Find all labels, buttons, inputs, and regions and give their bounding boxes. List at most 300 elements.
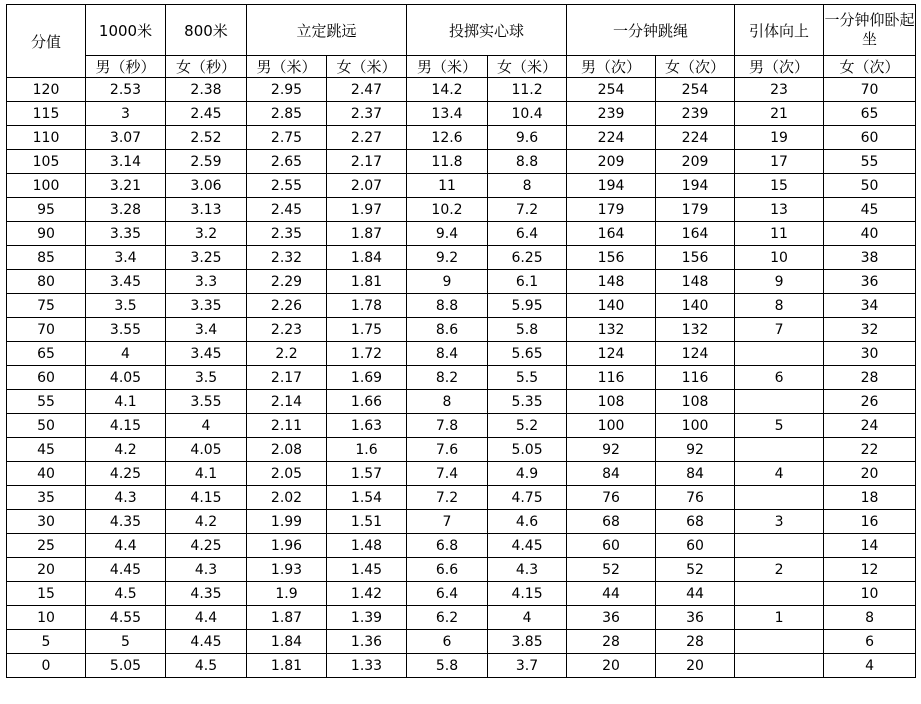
cell-1000m-male: 3.5 [86, 294, 166, 318]
table-row [7, 630, 916, 654]
cell-sit-ups-female: 50 [824, 174, 916, 198]
cell-score: 10 [7, 606, 86, 630]
cell-long-jump-female: 1.33 [327, 654, 407, 678]
cell-800m-female: 4.4 [166, 606, 247, 630]
cell-long-jump-female: 1.84 [327, 246, 407, 270]
cell-long-jump-male: 1.84 [247, 630, 327, 654]
cell-sit-ups-female: 36 [824, 270, 916, 294]
cell-long-jump-male: 2.85 [247, 102, 327, 126]
cell-pull-ups-male: 5 [735, 414, 824, 438]
cell-rope-skip-male: 116 [567, 366, 656, 390]
cell-long-jump-female: 1.63 [327, 414, 407, 438]
cell-800m-female: 2.52 [166, 126, 247, 150]
cell-800m-female: 3.13 [166, 198, 247, 222]
cell-800m-female: 3.35 [166, 294, 247, 318]
cell-ball-throw-female: 6.25 [488, 246, 567, 270]
table-header [7, 5, 916, 78]
cell-rope-skip-male: 179 [567, 198, 656, 222]
cell-rope-skip-female: 92 [656, 438, 735, 462]
cell-sit-ups-female: 38 [824, 246, 916, 270]
cell-long-jump-male: 1.99 [247, 510, 327, 534]
cell-ball-throw-male: 8 [407, 390, 488, 414]
cell-long-jump-female: 2.47 [327, 78, 407, 102]
cell-pull-ups-male [735, 438, 824, 462]
cell-800m-female: 4.45 [166, 630, 247, 654]
cell-1000m-male: 3 [86, 102, 166, 126]
cell-1000m-male: 5.05 [86, 654, 166, 678]
cell-score: 60 [7, 366, 86, 390]
cell-pull-ups-male [735, 654, 824, 678]
cell-ball-throw-female: 4.3 [488, 558, 567, 582]
table-row [7, 150, 916, 174]
cell-long-jump-male: 2.65 [247, 150, 327, 174]
cell-1000m-male: 4.5 [86, 582, 166, 606]
cell-800m-female: 4.2 [166, 510, 247, 534]
cell-800m-female: 3.55 [166, 390, 247, 414]
cell-sit-ups-female: 55 [824, 150, 916, 174]
cell-ball-throw-male: 7.6 [407, 438, 488, 462]
table-row [7, 222, 916, 246]
cell-sit-ups-female: 45 [824, 198, 916, 222]
cell-long-jump-male: 2.2 [247, 342, 327, 366]
table-row [7, 558, 916, 582]
table-row [7, 366, 916, 390]
subheader-sit-ups-female: 女（次） [824, 56, 916, 78]
cell-rope-skip-female: 156 [656, 246, 735, 270]
cell-pull-ups-male [735, 342, 824, 366]
cell-score: 40 [7, 462, 86, 486]
score-table [6, 4, 916, 678]
cell-rope-skip-female: 140 [656, 294, 735, 318]
cell-pull-ups-male: 15 [735, 174, 824, 198]
cell-1000m-male: 4.25 [86, 462, 166, 486]
subheader-1000m-male: 男（秒） [86, 56, 166, 78]
cell-sit-ups-female: 4 [824, 654, 916, 678]
cell-ball-throw-male: 13.4 [407, 102, 488, 126]
cell-ball-throw-female: 4.6 [488, 510, 567, 534]
cell-rope-skip-male: 68 [567, 510, 656, 534]
cell-long-jump-male: 2.14 [247, 390, 327, 414]
cell-long-jump-female: 2.27 [327, 126, 407, 150]
cell-ball-throw-male: 10.2 [407, 198, 488, 222]
cell-rope-skip-female: 132 [656, 318, 735, 342]
cell-rope-skip-male: 194 [567, 174, 656, 198]
cell-score: 30 [7, 510, 86, 534]
cell-rope-skip-male: 108 [567, 390, 656, 414]
cell-rope-skip-female: 44 [656, 582, 735, 606]
cell-ball-throw-female: 11.2 [488, 78, 567, 102]
cell-1000m-male: 4.05 [86, 366, 166, 390]
cell-rope-skip-female: 224 [656, 126, 735, 150]
subheader-ball-throw-female: 女（米） [488, 56, 567, 78]
cell-long-jump-male: 2.23 [247, 318, 327, 342]
cell-rope-skip-male: 132 [567, 318, 656, 342]
cell-ball-throw-female: 10.4 [488, 102, 567, 126]
cell-800m-female: 4.35 [166, 582, 247, 606]
cell-long-jump-male: 1.87 [247, 606, 327, 630]
cell-ball-throw-male: 6.4 [407, 582, 488, 606]
cell-ball-throw-male: 8.2 [407, 366, 488, 390]
cell-ball-throw-female: 5.95 [488, 294, 567, 318]
cell-score: 15 [7, 582, 86, 606]
cell-1000m-male: 4.45 [86, 558, 166, 582]
cell-pull-ups-male: 19 [735, 126, 824, 150]
cell-ball-throw-female: 3.85 [488, 630, 567, 654]
cell-ball-throw-female: 4.45 [488, 534, 567, 558]
cell-rope-skip-female: 239 [656, 102, 735, 126]
cell-sit-ups-female: 16 [824, 510, 916, 534]
subheader-ball-throw-male: 男（米） [407, 56, 488, 78]
cell-ball-throw-male: 6.8 [407, 534, 488, 558]
cell-ball-throw-female: 5.65 [488, 342, 567, 366]
header-row-units [7, 56, 916, 78]
cell-1000m-male: 4.2 [86, 438, 166, 462]
cell-1000m-male: 3.55 [86, 318, 166, 342]
cell-ball-throw-female: 6.1 [488, 270, 567, 294]
cell-ball-throw-female: 4.9 [488, 462, 567, 486]
cell-long-jump-female: 1.97 [327, 198, 407, 222]
cell-ball-throw-male: 7 [407, 510, 488, 534]
cell-long-jump-female: 1.81 [327, 270, 407, 294]
cell-sit-ups-female: 12 [824, 558, 916, 582]
cell-1000m-male: 5 [86, 630, 166, 654]
cell-ball-throw-female: 9.6 [488, 126, 567, 150]
cell-rope-skip-female: 20 [656, 654, 735, 678]
cell-long-jump-female: 1.6 [327, 438, 407, 462]
table-row [7, 438, 916, 462]
cell-long-jump-male: 2.55 [247, 174, 327, 198]
cell-ball-throw-male: 14.2 [407, 78, 488, 102]
cell-rope-skip-male: 239 [567, 102, 656, 126]
cell-ball-throw-male: 5.8 [407, 654, 488, 678]
cell-rope-skip-male: 148 [567, 270, 656, 294]
cell-long-jump-male: 2.45 [247, 198, 327, 222]
cell-ball-throw-female: 5.35 [488, 390, 567, 414]
cell-sit-ups-female: 20 [824, 462, 916, 486]
cell-long-jump-female: 1.78 [327, 294, 407, 318]
cell-rope-skip-female: 148 [656, 270, 735, 294]
table-row [7, 270, 916, 294]
cell-ball-throw-male: 6.2 [407, 606, 488, 630]
cell-1000m-male: 2.53 [86, 78, 166, 102]
cell-long-jump-female: 1.87 [327, 222, 407, 246]
cell-800m-female: 3.2 [166, 222, 247, 246]
cell-rope-skip-male: 44 [567, 582, 656, 606]
cell-score: 75 [7, 294, 86, 318]
cell-1000m-male: 4.55 [86, 606, 166, 630]
subheader-rope-skip-female: 女（次） [656, 56, 735, 78]
cell-sit-ups-female: 8 [824, 606, 916, 630]
cell-1000m-male: 4.35 [86, 510, 166, 534]
cell-ball-throw-female: 8 [488, 174, 567, 198]
cell-sit-ups-female: 24 [824, 414, 916, 438]
cell-1000m-male: 3.35 [86, 222, 166, 246]
header-medicine-ball-throw: 投掷实心球 [407, 5, 567, 56]
cell-long-jump-female: 1.69 [327, 366, 407, 390]
cell-long-jump-male: 2.26 [247, 294, 327, 318]
cell-long-jump-female: 1.57 [327, 462, 407, 486]
cell-pull-ups-male: 23 [735, 78, 824, 102]
cell-800m-female: 3.3 [166, 270, 247, 294]
cell-sit-ups-female: 60 [824, 126, 916, 150]
cell-sit-ups-female: 18 [824, 486, 916, 510]
cell-rope-skip-male: 20 [567, 654, 656, 678]
table-body [7, 78, 916, 678]
cell-sit-ups-female: 32 [824, 318, 916, 342]
cell-800m-female: 2.38 [166, 78, 247, 102]
header-score: 分值 [7, 5, 86, 78]
cell-ball-throw-male: 12.6 [407, 126, 488, 150]
cell-rope-skip-male: 156 [567, 246, 656, 270]
header-pull-ups: 引体向上 [735, 5, 824, 56]
cell-pull-ups-male: 4 [735, 462, 824, 486]
cell-long-jump-male: 2.17 [247, 366, 327, 390]
cell-1000m-male: 4 [86, 342, 166, 366]
cell-pull-ups-male: 17 [735, 150, 824, 174]
cell-long-jump-female: 1.42 [327, 582, 407, 606]
subheader-pull-ups-male: 男（次） [735, 56, 824, 78]
cell-pull-ups-male: 6 [735, 366, 824, 390]
cell-score: 45 [7, 438, 86, 462]
cell-1000m-male: 4.1 [86, 390, 166, 414]
cell-ball-throw-female: 5.8 [488, 318, 567, 342]
table-row [7, 102, 916, 126]
cell-rope-skip-male: 28 [567, 630, 656, 654]
cell-rope-skip-male: 52 [567, 558, 656, 582]
cell-pull-ups-male: 13 [735, 198, 824, 222]
cell-rope-skip-male: 100 [567, 414, 656, 438]
table-row [7, 246, 916, 270]
cell-long-jump-female: 2.07 [327, 174, 407, 198]
cell-long-jump-male: 2.02 [247, 486, 327, 510]
cell-ball-throw-male: 9.4 [407, 222, 488, 246]
cell-long-jump-female: 1.75 [327, 318, 407, 342]
header-standing-long-jump: 立定跳远 [247, 5, 407, 56]
cell-long-jump-male: 2.32 [247, 246, 327, 270]
cell-long-jump-female: 2.17 [327, 150, 407, 174]
header-row-events [7, 5, 916, 56]
cell-sit-ups-female: 10 [824, 582, 916, 606]
cell-rope-skip-female: 36 [656, 606, 735, 630]
cell-rope-skip-female: 76 [656, 486, 735, 510]
cell-long-jump-male: 2.35 [247, 222, 327, 246]
cell-1000m-male: 3.45 [86, 270, 166, 294]
cell-pull-ups-male: 9 [735, 270, 824, 294]
cell-long-jump-male: 2.29 [247, 270, 327, 294]
table-row [7, 510, 916, 534]
cell-rope-skip-male: 164 [567, 222, 656, 246]
cell-score: 80 [7, 270, 86, 294]
cell-rope-skip-female: 52 [656, 558, 735, 582]
cell-1000m-male: 4.15 [86, 414, 166, 438]
cell-ball-throw-male: 11.8 [407, 150, 488, 174]
table-row [7, 414, 916, 438]
cell-rope-skip-female: 100 [656, 414, 735, 438]
cell-pull-ups-male [735, 390, 824, 414]
cell-rope-skip-male: 60 [567, 534, 656, 558]
cell-rope-skip-male: 140 [567, 294, 656, 318]
cell-long-jump-female: 1.72 [327, 342, 407, 366]
cell-1000m-male: 3.07 [86, 126, 166, 150]
table-row [7, 294, 916, 318]
cell-ball-throw-female: 4 [488, 606, 567, 630]
cell-800m-female: 4.5 [166, 654, 247, 678]
cell-score: 95 [7, 198, 86, 222]
cell-long-jump-male: 2.05 [247, 462, 327, 486]
cell-rope-skip-male: 92 [567, 438, 656, 462]
cell-sit-ups-female: 40 [824, 222, 916, 246]
cell-ball-throw-female: 7.2 [488, 198, 567, 222]
cell-ball-throw-female: 4.75 [488, 486, 567, 510]
cell-score: 50 [7, 414, 86, 438]
cell-long-jump-male: 1.93 [247, 558, 327, 582]
cell-score: 85 [7, 246, 86, 270]
cell-rope-skip-female: 209 [656, 150, 735, 174]
cell-ball-throw-female: 8.8 [488, 150, 567, 174]
cell-sit-ups-female: 28 [824, 366, 916, 390]
cell-800m-female: 4.25 [166, 534, 247, 558]
cell-score: 35 [7, 486, 86, 510]
cell-long-jump-female: 1.45 [327, 558, 407, 582]
subheader-long-jump-female: 女（米） [327, 56, 407, 78]
cell-sit-ups-female: 22 [824, 438, 916, 462]
cell-ball-throw-male: 9 [407, 270, 488, 294]
cell-pull-ups-male [735, 582, 824, 606]
table-row [7, 78, 916, 102]
subheader-long-jump-male: 男（米） [247, 56, 327, 78]
cell-pull-ups-male: 2 [735, 558, 824, 582]
cell-800m-female: 4.1 [166, 462, 247, 486]
cell-rope-skip-male: 224 [567, 126, 656, 150]
cell-ball-throw-female: 5.05 [488, 438, 567, 462]
header-800m: 800米 [166, 5, 247, 56]
cell-long-jump-male: 2.95 [247, 78, 327, 102]
cell-long-jump-female: 1.39 [327, 606, 407, 630]
cell-sit-ups-female: 30 [824, 342, 916, 366]
cell-800m-female: 4.3 [166, 558, 247, 582]
cell-ball-throw-male: 7.4 [407, 462, 488, 486]
cell-800m-female: 2.45 [166, 102, 247, 126]
cell-score: 110 [7, 126, 86, 150]
cell-1000m-male: 3.28 [86, 198, 166, 222]
cell-score: 55 [7, 390, 86, 414]
cell-long-jump-male: 2.08 [247, 438, 327, 462]
cell-pull-ups-male: 8 [735, 294, 824, 318]
cell-long-jump-female: 1.66 [327, 390, 407, 414]
cell-score: 65 [7, 342, 86, 366]
cell-800m-female: 3.06 [166, 174, 247, 198]
cell-score: 5 [7, 630, 86, 654]
cell-1000m-male: 3.4 [86, 246, 166, 270]
cell-ball-throw-female: 5.2 [488, 414, 567, 438]
cell-long-jump-male: 1.96 [247, 534, 327, 558]
cell-long-jump-male: 2.11 [247, 414, 327, 438]
cell-ball-throw-male: 7.8 [407, 414, 488, 438]
table-row [7, 534, 916, 558]
cell-800m-female: 3.5 [166, 366, 247, 390]
table-row [7, 342, 916, 366]
cell-sit-ups-female: 65 [824, 102, 916, 126]
cell-ball-throw-female: 3.7 [488, 654, 567, 678]
cell-score: 100 [7, 174, 86, 198]
cell-long-jump-female: 1.51 [327, 510, 407, 534]
cell-800m-female: 3.4 [166, 318, 247, 342]
table-row [7, 126, 916, 150]
cell-1000m-male: 4.4 [86, 534, 166, 558]
cell-pull-ups-male [735, 534, 824, 558]
header-one-minute-rope-skip: 一分钟跳绳 [567, 5, 735, 56]
cell-score: 105 [7, 150, 86, 174]
cell-1000m-male: 3.21 [86, 174, 166, 198]
cell-rope-skip-male: 209 [567, 150, 656, 174]
cell-ball-throw-female: 4.15 [488, 582, 567, 606]
table-row [7, 582, 916, 606]
cell-ball-throw-female: 6.4 [488, 222, 567, 246]
cell-long-jump-male: 2.75 [247, 126, 327, 150]
cell-rope-skip-male: 36 [567, 606, 656, 630]
table-row [7, 654, 916, 678]
cell-pull-ups-male: 3 [735, 510, 824, 534]
cell-sit-ups-female: 26 [824, 390, 916, 414]
cell-long-jump-female: 2.37 [327, 102, 407, 126]
cell-rope-skip-female: 179 [656, 198, 735, 222]
header-one-minute-sit-ups: 一分钟仰卧起坐 [824, 5, 916, 56]
cell-ball-throw-male: 8.8 [407, 294, 488, 318]
cell-long-jump-female: 1.48 [327, 534, 407, 558]
subheader-800m-female: 女（秒） [166, 56, 247, 78]
cell-rope-skip-female: 60 [656, 534, 735, 558]
cell-rope-skip-female: 108 [656, 390, 735, 414]
cell-score: 120 [7, 78, 86, 102]
table-row [7, 174, 916, 198]
cell-long-jump-male: 1.81 [247, 654, 327, 678]
cell-long-jump-female: 1.36 [327, 630, 407, 654]
cell-rope-skip-male: 84 [567, 462, 656, 486]
table-row [7, 390, 916, 414]
cell-1000m-male: 3.14 [86, 150, 166, 174]
cell-pull-ups-male [735, 486, 824, 510]
table-row [7, 606, 916, 630]
cell-ball-throw-male: 6 [407, 630, 488, 654]
cell-rope-skip-female: 194 [656, 174, 735, 198]
table-row [7, 198, 916, 222]
cell-rope-skip-male: 76 [567, 486, 656, 510]
cell-800m-female: 3.45 [166, 342, 247, 366]
cell-long-jump-male: 1.9 [247, 582, 327, 606]
cell-ball-throw-male: 8.6 [407, 318, 488, 342]
cell-800m-female: 3.25 [166, 246, 247, 270]
cell-ball-throw-female: 5.5 [488, 366, 567, 390]
cell-sit-ups-female: 70 [824, 78, 916, 102]
table-row [7, 462, 916, 486]
cell-800m-female: 4.05 [166, 438, 247, 462]
cell-800m-female: 2.59 [166, 150, 247, 174]
cell-score: 20 [7, 558, 86, 582]
cell-rope-skip-female: 116 [656, 366, 735, 390]
cell-sit-ups-female: 34 [824, 294, 916, 318]
cell-pull-ups-male [735, 630, 824, 654]
cell-rope-skip-male: 124 [567, 342, 656, 366]
cell-score: 115 [7, 102, 86, 126]
cell-pull-ups-male: 11 [735, 222, 824, 246]
cell-ball-throw-male: 6.6 [407, 558, 488, 582]
subheader-rope-skip-male: 男（次） [567, 56, 656, 78]
cell-long-jump-female: 1.54 [327, 486, 407, 510]
cell-score: 0 [7, 654, 86, 678]
cell-rope-skip-female: 254 [656, 78, 735, 102]
cell-score: 90 [7, 222, 86, 246]
cell-sit-ups-female: 6 [824, 630, 916, 654]
